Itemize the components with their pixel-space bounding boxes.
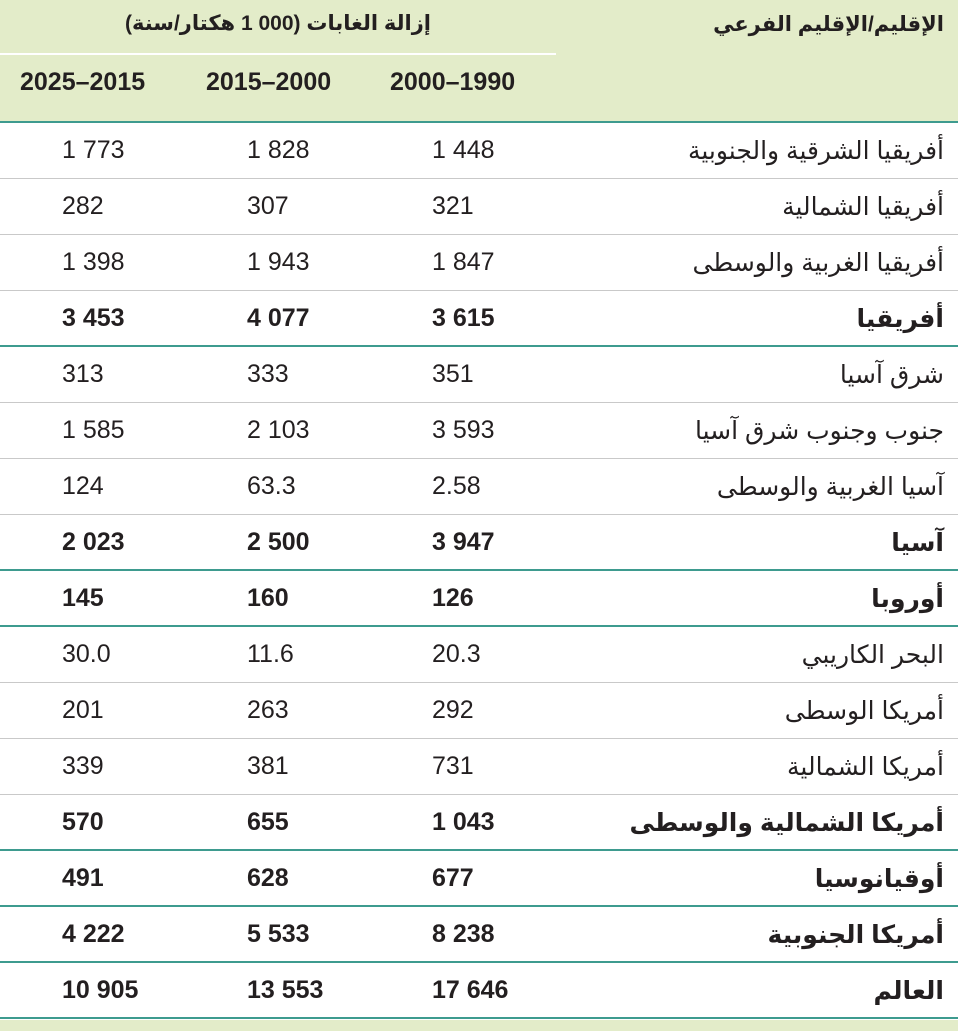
value-cell-1990-2000: 292 bbox=[432, 696, 474, 724]
value-cell-2000-2015: 1 943 bbox=[247, 248, 310, 276]
table-row bbox=[0, 179, 958, 235]
value-cell-2000-2015: 1 828 bbox=[247, 136, 310, 164]
table-row bbox=[0, 123, 958, 179]
value-cell-2015-2025: 3 453 bbox=[62, 304, 125, 332]
value-cell-2015-2025: 1 773 bbox=[62, 136, 125, 164]
table-row bbox=[0, 627, 958, 683]
region-cell: أمريكا الشمالية والوسطى bbox=[629, 809, 944, 837]
region-cell: أفريقيا الغربية والوسطى bbox=[692, 249, 944, 277]
value-cell-2015-2025: 2 023 bbox=[62, 528, 125, 556]
region-cell: جنوب وجنوب شرق آسيا bbox=[695, 417, 944, 445]
value-cell-2015-2025: 4 222 bbox=[62, 920, 125, 948]
region-cell: أمريكا الجنوبية bbox=[767, 921, 944, 949]
value-cell-2015-2025: 313 bbox=[62, 360, 104, 388]
value-cell-1990-2000: 677 bbox=[432, 864, 474, 892]
value-cell-2000-2015: 2 500 bbox=[247, 528, 310, 556]
value-cell-2015-2025: 30.0 bbox=[62, 640, 111, 668]
value-cell-1990-2000: 20.3 bbox=[432, 640, 481, 668]
region-cell: أفريقيا الشمالية bbox=[782, 193, 944, 221]
region-cell: البحر الكاريبي bbox=[801, 641, 944, 669]
value-cell-2000-2015: 160 bbox=[247, 584, 289, 612]
value-cell-1990-2000: 731 bbox=[432, 752, 474, 780]
value-cell-2000-2015: 13 553 bbox=[247, 976, 324, 1004]
value-cell-1990-2000: 1 448 bbox=[432, 136, 495, 164]
value-cell-2000-2015: 5 533 bbox=[247, 920, 310, 948]
value-cell-2000-2015: 307 bbox=[247, 192, 289, 220]
value-cell-1990-2000: 8 238 bbox=[432, 920, 495, 948]
table-row-subtotal bbox=[0, 571, 958, 627]
table-row bbox=[0, 459, 958, 515]
region-cell: آسيا الغربية والوسطى bbox=[716, 473, 944, 501]
table-footer-band bbox=[0, 1020, 958, 1031]
region-cell: أمريكا الشمالية bbox=[787, 753, 944, 781]
value-cell-2000-2015: 381 bbox=[247, 752, 289, 780]
table-body bbox=[0, 123, 958, 1019]
value-cell-1990-2000: 3 947 bbox=[432, 528, 495, 556]
table-row-world-total bbox=[0, 963, 958, 1019]
value-cell-2015-2025: 201 bbox=[62, 696, 104, 724]
value-cell-2015-2025: 145 bbox=[62, 584, 104, 612]
value-cell-2000-2015: 333 bbox=[247, 360, 289, 388]
table-row-subtotal bbox=[0, 851, 958, 907]
value-cell-2000-2015: 63.3 bbox=[247, 472, 296, 500]
period-header-2015-2025: 2025–2015 bbox=[20, 68, 146, 96]
value-cell-1990-2000: 2.58 bbox=[432, 472, 481, 500]
value-cell-1990-2000: 321 bbox=[432, 192, 474, 220]
period-header-2000-2015: 2015–2000 bbox=[206, 68, 332, 96]
value-cell-2000-2015: 2 103 bbox=[247, 416, 310, 444]
region-cell: شرق آسيا bbox=[839, 361, 944, 389]
table-row-subtotal bbox=[0, 515, 958, 571]
region-cell: أوروبا bbox=[871, 585, 944, 613]
value-cell-2000-2015: 11.6 bbox=[247, 640, 294, 668]
value-cell-2015-2025: 10 905 bbox=[62, 976, 139, 1004]
value-cell-2000-2015: 655 bbox=[247, 808, 289, 836]
value-cell-2015-2025: 1 585 bbox=[62, 416, 125, 444]
value-cell-2015-2025: 282 bbox=[62, 192, 104, 220]
value-cell-2000-2015: 628 bbox=[247, 864, 289, 892]
table-row bbox=[0, 403, 958, 459]
header-divider bbox=[0, 53, 556, 55]
value-cell-1990-2000: 3 615 bbox=[432, 304, 495, 332]
value-cell-2015-2025: 339 bbox=[62, 752, 104, 780]
table-row-subtotal bbox=[0, 291, 958, 347]
table-row bbox=[0, 235, 958, 291]
value-cell-1990-2000: 3 593 bbox=[432, 416, 495, 444]
region-cell: أفريقيا الشرقية والجنوبية bbox=[687, 137, 944, 165]
table-row-subtotal bbox=[0, 907, 958, 963]
region-cell: أمريكا الوسطى bbox=[784, 697, 944, 725]
value-cell-2015-2025: 570 bbox=[62, 808, 104, 836]
region-cell: العالم bbox=[873, 977, 944, 1005]
value-cell-1990-2000: 351 bbox=[432, 360, 474, 388]
value-cell-1990-2000: 1 847 bbox=[432, 248, 495, 276]
region-cell: آسيا bbox=[891, 529, 944, 557]
value-cell-2015-2025: 124 bbox=[62, 472, 104, 500]
value-cell-1990-2000: 1 043 bbox=[432, 808, 495, 836]
value-cell-1990-2000: 17 646 bbox=[432, 976, 509, 1004]
deforestation-group-header: إزالة الغابات (000 1 هكتار/سنة) bbox=[125, 12, 431, 35]
table-header bbox=[0, 0, 958, 121]
table-row bbox=[0, 739, 958, 795]
table-row-subtotal bbox=[0, 795, 958, 851]
table-row bbox=[0, 683, 958, 739]
group-divider bbox=[0, 1017, 958, 1019]
table-row bbox=[0, 347, 958, 403]
region-cell: أوقيانوسيا bbox=[814, 865, 944, 893]
region-column-header: الإقليم/الإقليم الفرعي bbox=[713, 13, 944, 36]
value-cell-2000-2015: 4 077 bbox=[247, 304, 310, 332]
value-cell-2015-2025: 1 398 bbox=[62, 248, 125, 276]
value-cell-2015-2025: 491 bbox=[62, 864, 104, 892]
period-header-1990-2000: 2000–1990 bbox=[390, 68, 516, 96]
value-cell-2000-2015: 263 bbox=[247, 696, 289, 724]
region-cell: أفريقيا bbox=[856, 305, 944, 333]
value-cell-1990-2000: 126 bbox=[432, 584, 474, 612]
